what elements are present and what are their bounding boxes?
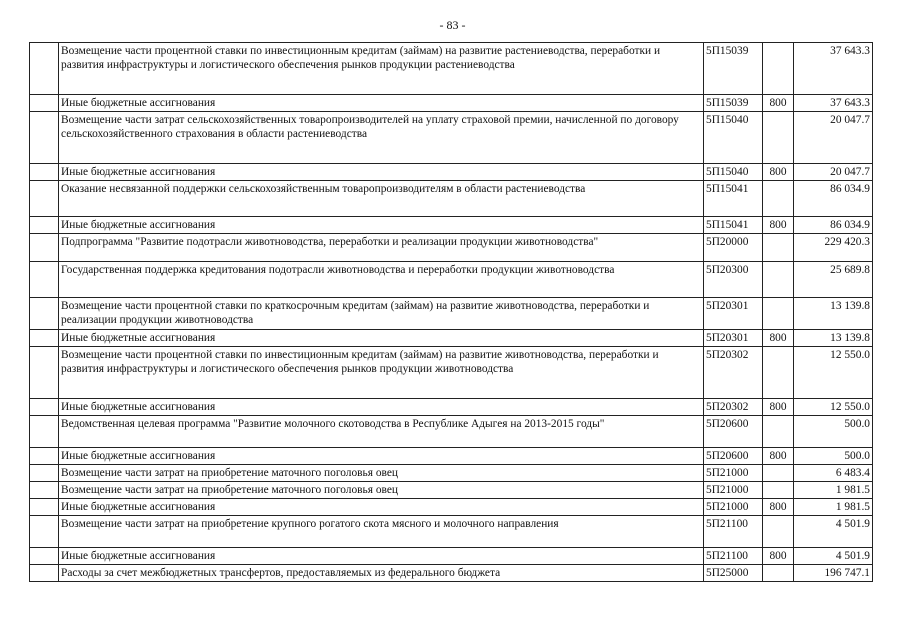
row-target-code: 5П15039	[704, 43, 763, 95]
row-amount: 6 483.4	[794, 465, 873, 482]
row-target-code: 5П20000	[704, 234, 763, 262]
table-row	[30, 516, 873, 548]
table-row	[30, 262, 873, 298]
row-index-cell	[30, 516, 59, 548]
row-expense-type: 800	[763, 164, 794, 181]
row-target-code: 5П20301	[704, 298, 763, 330]
row-index-cell	[30, 448, 59, 465]
row-name: Подпрограмма "Развитие подотрасли животноводства, переработки и реализации продукции животноводства"	[59, 234, 704, 262]
row-expense-type	[763, 181, 794, 217]
row-index-cell	[30, 330, 59, 347]
row-target-code: 5П20300	[704, 262, 763, 298]
row-index-cell	[30, 217, 59, 234]
row-name: Иные бюджетные ассигнования	[59, 548, 704, 565]
row-expense-type: 800	[763, 548, 794, 565]
row-index-cell	[30, 164, 59, 181]
row-name: Возмещение части затрат сельскохозяйственных товаропроизводителей на уплату страховой премии, начисленной по договору сельскохозяйственного страхования в области растениеводства	[59, 112, 704, 164]
row-name: Иные бюджетные ассигнования	[59, 330, 704, 347]
row-amount: 20 047.7	[794, 164, 873, 181]
row-expense-type	[763, 298, 794, 330]
row-name: Возмещение части затрат на приобретение крупного рогатого скота мясного и молочного направления	[59, 516, 704, 548]
row-target-code: 5П21100	[704, 516, 763, 548]
row-index-cell	[30, 181, 59, 217]
row-index-cell	[30, 465, 59, 482]
row-name: Государственная поддержка кредитования подотрасли животноводства и переработки продукции животноводства	[59, 262, 704, 298]
row-expense-type	[763, 565, 794, 582]
row-amount: 12 550.0	[794, 399, 873, 416]
table-row	[30, 482, 873, 499]
table-row	[30, 217, 873, 234]
row-index-cell	[30, 399, 59, 416]
row-index-cell	[30, 234, 59, 262]
table-row	[30, 499, 873, 516]
table-row	[30, 43, 873, 95]
row-expense-type	[763, 416, 794, 448]
row-expense-type	[763, 347, 794, 399]
row-name: Возмещение части процентной ставки по инвестиционным кредитам (займам) на развитие животноводства, переработки и развития инфраструктуры и логистического обеспечения рынков продукции животноводства	[59, 347, 704, 399]
row-expense-type	[763, 234, 794, 262]
row-amount: 25 689.8	[794, 262, 873, 298]
row-index-cell	[30, 112, 59, 164]
row-index-cell	[30, 565, 59, 582]
row-name: Возмещение части процентной ставки по краткосрочным кредитам (займам) на развитие животноводства, переработки и реализации продукции животноводства	[59, 298, 704, 330]
row-target-code: 5П21100	[704, 548, 763, 565]
row-index-cell	[30, 499, 59, 516]
table-row	[30, 448, 873, 465]
row-amount: 229 420.3	[794, 234, 873, 262]
row-index-cell	[30, 262, 59, 298]
row-expense-type: 800	[763, 399, 794, 416]
row-amount: 37 643.3	[794, 95, 873, 112]
row-amount: 196 747.1	[794, 565, 873, 582]
row-index-cell	[30, 416, 59, 448]
row-target-code: 5П15041	[704, 181, 763, 217]
row-index-cell	[30, 548, 59, 565]
row-amount: 4 501.9	[794, 548, 873, 565]
row-expense-type	[763, 262, 794, 298]
table-row	[30, 164, 873, 181]
row-amount: 13 139.8	[794, 330, 873, 347]
table-row	[30, 347, 873, 399]
table-row	[30, 95, 873, 112]
row-amount: 1 981.5	[794, 499, 873, 516]
row-name: Расходы за счет межбюджетных трансфертов, предоставляемых из федерального бюджета	[59, 565, 704, 582]
row-expense-type: 800	[763, 217, 794, 234]
row-name: Иные бюджетные ассигнования	[59, 217, 704, 234]
row-target-code: 5П20301	[704, 330, 763, 347]
row-target-code: 5П15040	[704, 164, 763, 181]
row-name: Иные бюджетные ассигнования	[59, 95, 704, 112]
row-target-code: 5П20600	[704, 448, 763, 465]
table-row	[30, 548, 873, 565]
table-row	[30, 181, 873, 217]
row-name: Возмещение части затрат на приобретение маточного поголовья овец	[59, 465, 704, 482]
row-amount: 86 034.9	[794, 217, 873, 234]
row-index-cell	[30, 482, 59, 499]
row-amount: 500.0	[794, 416, 873, 448]
table-row	[30, 298, 873, 330]
row-expense-type	[763, 465, 794, 482]
row-target-code: 5П20600	[704, 416, 763, 448]
row-expense-type: 800	[763, 95, 794, 112]
table-row	[30, 399, 873, 416]
table-row	[30, 565, 873, 582]
table-row	[30, 112, 873, 164]
row-name: Возмещение части затрат на приобретение маточного поголовья овец	[59, 482, 704, 499]
row-index-cell	[30, 95, 59, 112]
row-expense-type	[763, 516, 794, 548]
row-amount: 20 047.7	[794, 112, 873, 164]
row-amount: 13 139.8	[794, 298, 873, 330]
row-index-cell	[30, 43, 59, 95]
row-target-code: 5П21000	[704, 482, 763, 499]
row-name: Оказание несвязанной поддержки сельскохозяйственным товаропроизводителям в области растениеводства	[59, 181, 704, 217]
row-expense-type: 800	[763, 499, 794, 516]
row-target-code: 5П15041	[704, 217, 763, 234]
row-target-code: 5П25000	[704, 565, 763, 582]
page-number: - 83 -	[439, 18, 466, 32]
table-row	[30, 465, 873, 482]
row-amount: 86 034.9	[794, 181, 873, 217]
row-name: Иные бюджетные ассигнования	[59, 164, 704, 181]
row-index-cell	[30, 298, 59, 330]
row-name: Ведомственная целевая программа "Развитие молочного скотоводства в Республике Адыгея на 2013-2015 годы"	[59, 416, 704, 448]
row-expense-type	[763, 112, 794, 164]
row-amount: 500.0	[794, 448, 873, 465]
row-target-code: 5П15040	[704, 112, 763, 164]
row-name: Иные бюджетные ассигнования	[59, 399, 704, 416]
row-target-code: 5П20302	[704, 399, 763, 416]
row-expense-type	[763, 482, 794, 499]
row-target-code: 5П21000	[704, 499, 763, 516]
row-amount: 12 550.0	[794, 347, 873, 399]
row-target-code: 5П20302	[704, 347, 763, 399]
row-amount: 1 981.5	[794, 482, 873, 499]
budget-table	[29, 42, 873, 582]
row-name: Иные бюджетные ассигнования	[59, 448, 704, 465]
table-row	[30, 234, 873, 262]
row-index-cell	[30, 347, 59, 399]
row-name: Иные бюджетные ассигнования	[59, 499, 704, 516]
row-amount: 37 643.3	[794, 43, 873, 95]
row-expense-type	[763, 43, 794, 95]
row-target-code: 5П15039	[704, 95, 763, 112]
row-expense-type: 800	[763, 330, 794, 347]
row-amount: 4 501.9	[794, 516, 873, 548]
table-row	[30, 416, 873, 448]
row-expense-type: 800	[763, 448, 794, 465]
row-name: Возмещение части процентной ставки по инвестиционным кредитам (займам) на развитие растениеводства, переработки и развития инфраструктуры и логистического обеспечения рынков продукции растениеводства	[59, 43, 704, 95]
budget-table-body	[30, 43, 873, 582]
row-target-code: 5П21000	[704, 465, 763, 482]
table-row	[30, 330, 873, 347]
